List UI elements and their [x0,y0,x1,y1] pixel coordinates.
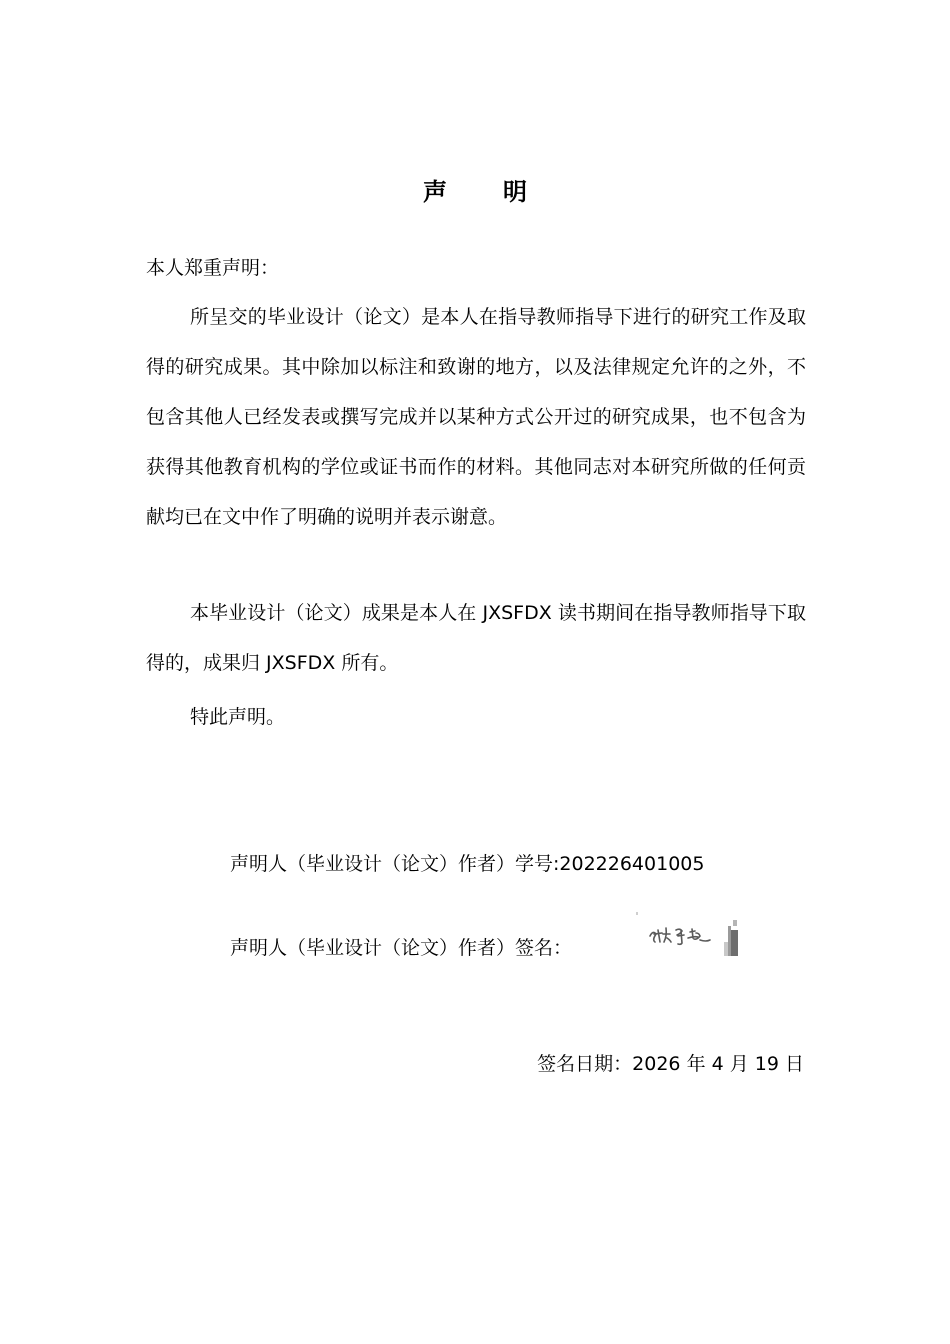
handwritten-signature [636,912,742,956]
paragraph-ownership: 本毕业设计（论文）成果是本人在 JXSFDX 读书期间在指导教师指导下取得的，成果归 JXSFDX 所有。 [146,602,806,674]
student-id-line: 声明人（毕业设计（论文）作者）学号:202226401005 [230,853,705,875]
page-title: 声明 [423,178,583,206]
paragraph-closing: 特此声明。 [190,706,286,728]
paragraph-originality: 所呈交的毕业设计（论文）是本人在指导教师指导下进行的研究工作及取得的研究成果。其中除加以标注和致谢的地方，以及法律规定允许的之外，不包含其他人已经发表或撰写完成并以某种方式公开过的研究成果，也不包含为获得其他教育机构的学位或证书而作的材料。其他同志对本研究所做的任何贡献均已在文中作了明确的说明并表示谢意。 [146,306,806,528]
signature-date: 签名日期：2026 年 4 月 19 日 [537,1053,804,1075]
signature-label-line: 声明人（毕业设计（论文）作者）签名： [230,937,573,959]
intro-statement: 本人郑重声明： [146,257,280,279]
